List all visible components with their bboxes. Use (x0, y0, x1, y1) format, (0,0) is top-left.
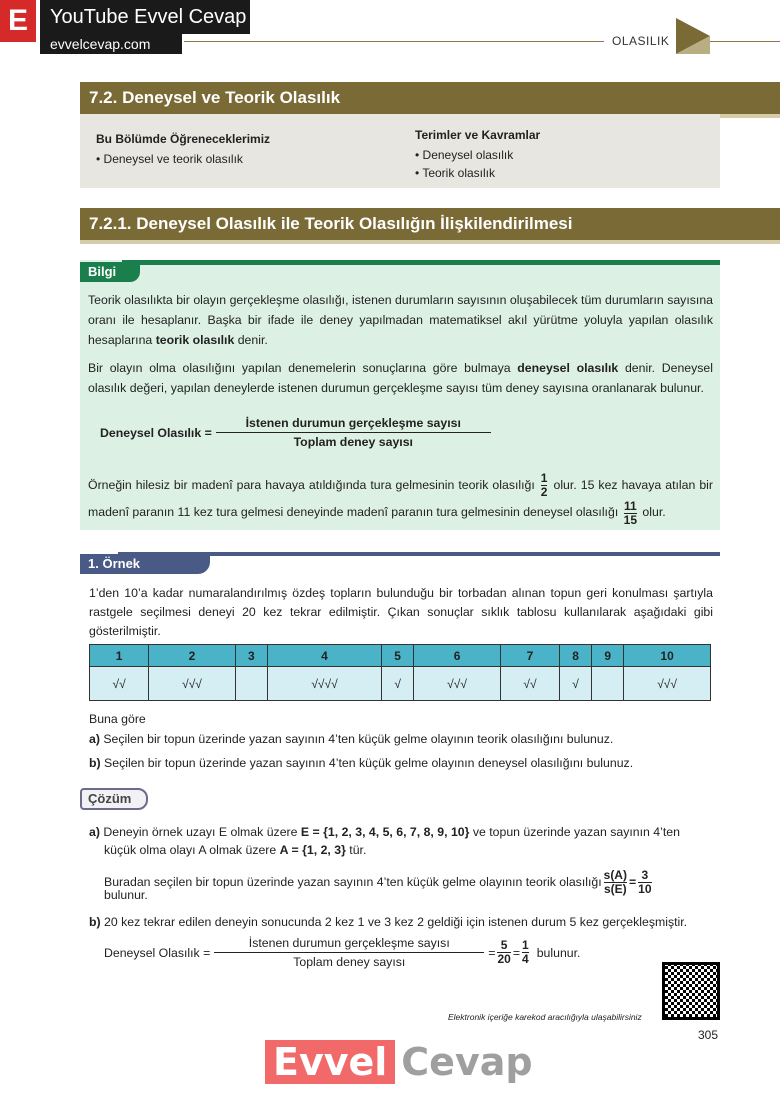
header-rule (184, 41, 604, 42)
chapter-title: OLASILIK (612, 34, 670, 48)
question-a: a) Seçilen bir topun üzerinde yazan sayının 4’ten küçük gelme olayının teorik olasılığını bulunuz. (89, 732, 614, 746)
info-box-rule (122, 260, 720, 265)
solution-a-line-2: küçük olma olayı A olmak üzere A = {1, 2, 3} tür. (104, 843, 367, 857)
learning-objectives (96, 132, 270, 170)
table-header-cell: 7 (500, 645, 559, 667)
table-header-cell: 3 (235, 645, 267, 667)
tick-cell: √√√ (414, 667, 501, 701)
tick-cell: √√√√ (267, 667, 381, 701)
solution-b-line-1: b) 20 kez tekrar edilen deneyin sonucunda 2 kez 1 ve 3 kez 2 geldiği için istenen durum 5 kez gerçekleşmiştir. (89, 915, 688, 929)
table-header-cell: 5 (382, 645, 414, 667)
table-header-cell: 2 (149, 645, 236, 667)
objectives-heading: Bu Bölümde Öğreneceklerimiz (96, 132, 271, 146)
info-paragraph-2: Bir olayın olma olasılığını yapılan denemelerin sonuçlarına göre bulmaya deneysel olasılık denir. Deneysel olasılık değeri, yapılan deneylerde istenen durumun gerçekleşme sayısı tüm deney sayısına oranlanarak bulunur. (88, 361, 713, 395)
table-header-cell: 6 (414, 645, 501, 667)
table-header-cell: 10 (624, 645, 711, 667)
tick-cell: √√ (500, 667, 559, 701)
chapter-triangle-icon (676, 18, 710, 58)
qr-note: Elektronik içeriğe karekod aracılığıyla ulaşabilirsiniz (448, 1012, 642, 1022)
tick-cell: √ (560, 667, 592, 701)
objective-item: • Deneysel ve teorik olasılık (96, 152, 243, 166)
brand-url[interactable]: evvelcevap.com (40, 34, 182, 54)
table-header-row (90, 645, 711, 667)
table-row (90, 667, 711, 701)
qr-code-icon[interactable] (662, 962, 720, 1020)
tick-cell (235, 667, 267, 701)
tick-cell: √√√ (624, 667, 711, 701)
tick-cell: √ (382, 667, 414, 701)
footer-logo: Evvel Cevap (265, 1040, 533, 1084)
table-header-cell: 9 (592, 645, 624, 667)
buna-gore: Buna göre (89, 712, 146, 726)
frequency-table (89, 644, 711, 701)
solution-b-formula: Deneysel Olasılık = $\frac{\text{İstenen durumun gerçekleşme sayısı}}{\text{Toplam deney sayısı}}$ = $\frac{5}{20}$ = $\frac{1}{4}$ bulunur. (104, 936, 581, 969)
example-text: 1’den 10’a kadar numaralandırılmış özdeş topların bulunduğu bir torbadan alınan topun geri konulması şartıyla rastgele seçilmesi deneyi 20 kez tekrar edilmiştir. Çıkan sonuçlar sıklık tablosu kullanılarak aşağıdaki gibi gösterilmiştir. (89, 586, 713, 638)
terms-heading: Terimler ve Kavramlar (415, 128, 541, 142)
subsection-title: 7.2.1. Deneysel Olasılık ile Teorik Olasılığın İlişkilendirilmesi (80, 208, 780, 240)
solution-a-line-1: a) Deneyin örnek uzayı E olmak üzere E = {1, 2, 3, 4, 5, 6, 7, 8, 9, 10} ve topun üzerinde yazan sayının 4’ten (89, 825, 680, 839)
tick-cell: √√ (90, 667, 149, 701)
section-title: 7.2. Deneysel ve Teorik Olasılık (80, 82, 780, 114)
brand-title: YouTube Evvel Cevap (40, 0, 250, 34)
table-header-cell: 8 (560, 645, 592, 667)
tick-cell (592, 667, 624, 701)
header-rule-right (708, 41, 780, 42)
info-paragraph-1: Teorik olasılıkta bir olayın gerçekleşme olasılığı, istenen durumların sayısının oluşabilecek tüm durumların sayısına oranı ile hesaplanır. Başka bir ifade ile deney yapılmadan matematiksel akıl yürütme yoluyla yapılan olasılık hesaplarına teorik olasılık denir. (88, 293, 713, 347)
terms-list (415, 128, 540, 184)
question-b: b) Seçilen bir topun üzerinde yazan sayının 4’ten küçük gelme olayının deneysel olasılığını bulunuz. (89, 756, 634, 770)
solution-a-line-4: bulunur. (104, 888, 148, 902)
term-item: • Deneysel olasılık (415, 148, 514, 162)
tick-cell: √√√ (149, 667, 236, 701)
example-tab: 1. Örnek (80, 554, 210, 574)
solution-tab: Çözüm (80, 788, 148, 810)
solution-a-line-3: Buradan seçilen bir topun üzerinde yazan sayının 4’ten küçük gelme olayının teorik olasılığı $\frac{s(A)}{s(E)}$ = $\frac{3}{10}$ (104, 868, 652, 896)
info-paragraph-3: Örneğin hilesiz bir madenî para havaya atıldığında tura gelmesinin teorik olasılığı $\frac{1}{2}$ olur. 15 kez havaya atılan bir madenî paranın 11 kez tura gelmesi deneyinde madenî paranın tura gelmesinin deneysel olasılığı $\frac{11}{15}$ olur. (88, 471, 713, 527)
table-header-cell: 1 (90, 645, 149, 667)
brand-logo-letter: E (0, 0, 36, 42)
term-item: • Teorik olasılık (415, 166, 496, 180)
page-number: 305 (698, 1028, 719, 1042)
info-tab: Bilgi (80, 262, 140, 282)
experimental-formula: Deneysel Olasılık = $\frac{\text{İstenen durumun gerçekleşme sayısı}}{\text{Toplam deney sayısı}}$ (100, 416, 495, 449)
table-header-cell: 4 (267, 645, 381, 667)
